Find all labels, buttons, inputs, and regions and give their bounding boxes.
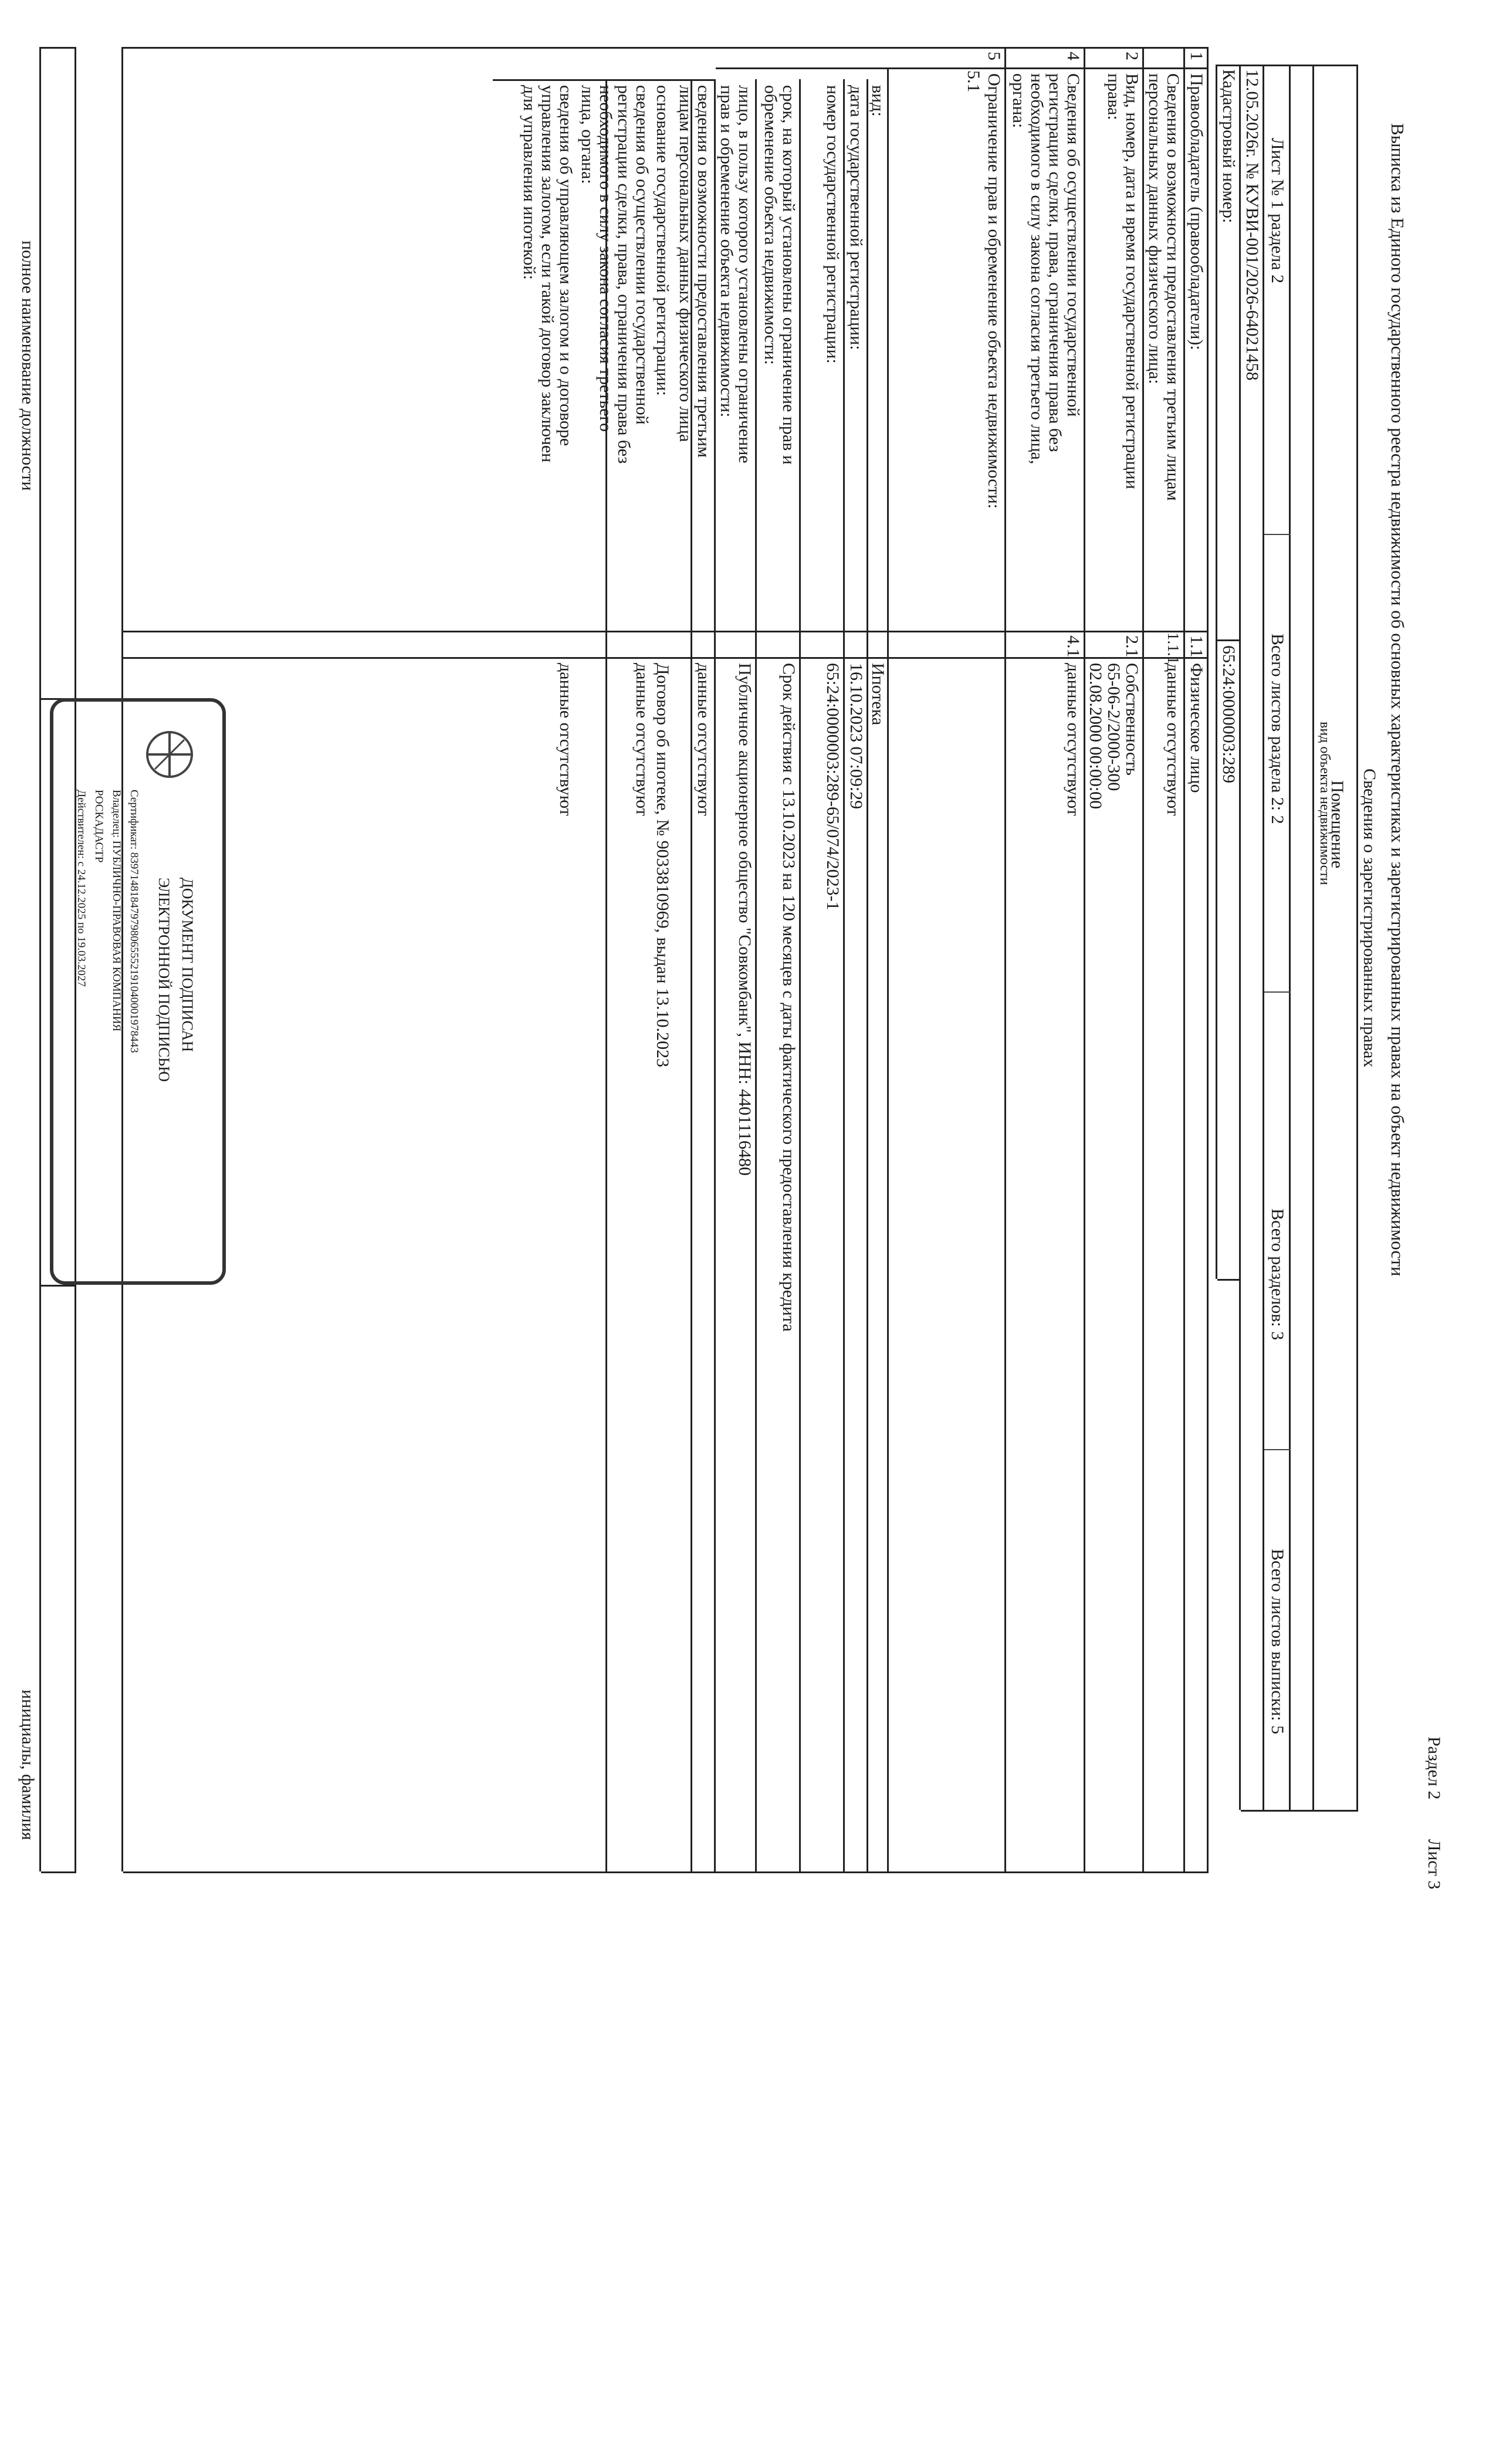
table-left-border (123, 47, 1209, 49)
row-2-number: 2 (1122, 52, 1142, 60)
row-4-number: 4 (1064, 52, 1083, 60)
encumbrance-reg-number-value: 65:24:0000003:289-65/074/2023-1 (823, 663, 842, 911)
registration-basis-value: Договор об ипотеке, № 9033810969, выдан 13.10.2023 (653, 663, 672, 1068)
row-4-label-line1: Сведения об осуществлении государственной (1064, 73, 1083, 417)
encumbrance-term-label-line2: обременение объекта недвижимости: (761, 85, 780, 365)
sheet-number: Лист 3 (1424, 1839, 1444, 1890)
row-4-label-line3: необходимого в силу закона согласия третьего лица, (1027, 73, 1047, 465)
row-5-label: Ограничение прав и обременение объекта недвижимости: (984, 73, 1004, 509)
row-4-subnumber: 4.1 (1064, 635, 1083, 658)
row-1-subnumber: 1.1 (1187, 635, 1206, 658)
sheets-in-section: Всего листов раздела 2: 2 (1268, 634, 1287, 824)
total-sections: Всего разделов: 3 (1268, 1209, 1287, 1341)
row-1-label: Правообладатель (правообладатели): (1187, 73, 1206, 350)
encumbrance-reg-number-label: номер государственной регистрации: (823, 85, 842, 364)
row-1-1-1-label-line1: Сведения о возможности предоставления третьим лицам (1163, 73, 1183, 501)
extract-date-number: 12.05.2026г. № КУВИ-001/2026-64021458 (1243, 69, 1262, 381)
stamp-owner-line2: РОСКАДАСТР (93, 790, 105, 863)
row-1-1-1-subnumber: 1.1.1 (1165, 632, 1182, 664)
total-sheets: Всего листов выписки: 5 (1268, 1549, 1287, 1734)
row-2-subnumber: 2.1 (1122, 635, 1142, 658)
consent-label-line2: регистрации сделки, права, ограничения права без (614, 85, 634, 464)
encumbrance-beneficiary-value: Публичное акционерное общество "Совкомбанк", ИНН: 4401116480 (735, 663, 754, 1176)
row-1-number: 1 (1187, 52, 1206, 60)
encumbrance-term-value: Срок действия с 13.10.2023 на 120 месяцев с даты фактического предоставления кредита (779, 663, 798, 1332)
row-1-1-1-value: данные отсутствуют (1163, 663, 1183, 816)
section-number: Раздел 2 (1424, 1737, 1444, 1800)
personal-data-label-line1: сведения о возможности предоставления третьим (694, 85, 713, 458)
row-4-label-line4: органа: (1009, 73, 1028, 128)
personal-data-label-line2: лицам персональных данных физического лица (676, 85, 695, 442)
position-caption: полное наименование должности (18, 241, 38, 491)
encumbrance-beneficiary-label-line2: прав и обременение объекта недвижимости: (717, 85, 736, 418)
encumbrance-reg-date-value: 16.10.2023 07:09:29 (847, 663, 866, 810)
pledge-manager-label-line3: для управления ипотекой: (520, 85, 539, 280)
object-type: Помещение (1328, 780, 1347, 869)
encumbrance-term-label-line1: срок, на который установлены ограничение прав и (779, 85, 798, 465)
stamp-valid: Действителен: с 24.12.2025 по 19.03.2027 (75, 790, 87, 987)
consent-label-line4: лица, органа: (578, 85, 597, 184)
electronic-signature-stamp (50, 698, 226, 1285)
row-4-value: данные отсутствуют (1064, 663, 1083, 816)
stamp-owner: Владелец: ПУБЛИЧНО-ПРАВОВАЯ КОМПАНИЯ (110, 790, 123, 1032)
consent-label-line1: сведения об осуществлении государственной (632, 85, 652, 425)
object-type-caption: вид объекта недвижимости (1317, 722, 1332, 885)
row-2-label-line2: права: (1104, 73, 1123, 120)
pledge-manager-label-line2: управления залогом, если такой договор заключен (538, 85, 557, 463)
document-subtitle: Сведения о зарегистрированных правах (1360, 769, 1379, 1068)
row-1-value: Физическое лицо (1187, 663, 1206, 793)
encumbrance-reg-date-label: дата государственной регистрации: (847, 85, 866, 350)
row-2-label-line1: Вид, номер, дата и время государственной регистрации (1122, 73, 1142, 489)
cadastral-label: Кадастровый номер: (1219, 69, 1238, 224)
encumbrance-type-value: Ипотека (868, 663, 888, 726)
name-caption: инициалы, фамилия (18, 1690, 38, 1840)
document-title: Выписка из Единого государственного реестра недвижимости об основных характеристиках и зарегистрированных правах на объект недвижимости (1387, 123, 1408, 1277)
stamp-certificate: Сертификат: 839714818479798065552191040001978443 (128, 790, 140, 1053)
row-4-label-line2: регистрации сделки, права, ограничения права без (1045, 73, 1065, 452)
row-1-1-1-label-line2: персональных данных физического лица: (1145, 73, 1165, 384)
pledge-manager-label-line1: сведения об управляющем залогом и о договоре (556, 85, 576, 446)
stamp-line2: ЭЛЕКТРОННОЙ ПОДПИСЬЮ (155, 878, 172, 1082)
encumbrance-type-label: вид: (868, 85, 888, 117)
row-2-value-reg-number: 65-06-2/2000-300 (1104, 663, 1123, 791)
consent-value: данные отсутствуют (632, 663, 652, 816)
pledge-manager-value: данные отсутствуют (556, 663, 576, 816)
sheet-of-section: Лист № 1 раздела 2 (1268, 138, 1287, 283)
row-2-value-reg-date: 02.08.2000 00:00:00 (1086, 663, 1105, 810)
row-5-1-number: 5.1 (964, 70, 983, 93)
personal-data-value: данные отсутствуют (694, 663, 713, 816)
cadastral-value: 65:24:0000003:289 (1219, 645, 1238, 784)
rosreestr-logo-icon (143, 728, 196, 781)
encumbrance-beneficiary-label-line1: лицо, в пользу которого установлены ограничение (735, 85, 754, 463)
consent-label-line3: необходимого в силу закона согласия третьего (596, 85, 615, 432)
row-2-value-right-type: Собственность (1122, 663, 1142, 776)
stamp-line1: ДОКУМЕНТ ПОДПИСАН (179, 878, 196, 1052)
row-5-number: 5 (984, 52, 1004, 60)
registration-basis-label: основание государственной регистрации: (653, 85, 672, 396)
